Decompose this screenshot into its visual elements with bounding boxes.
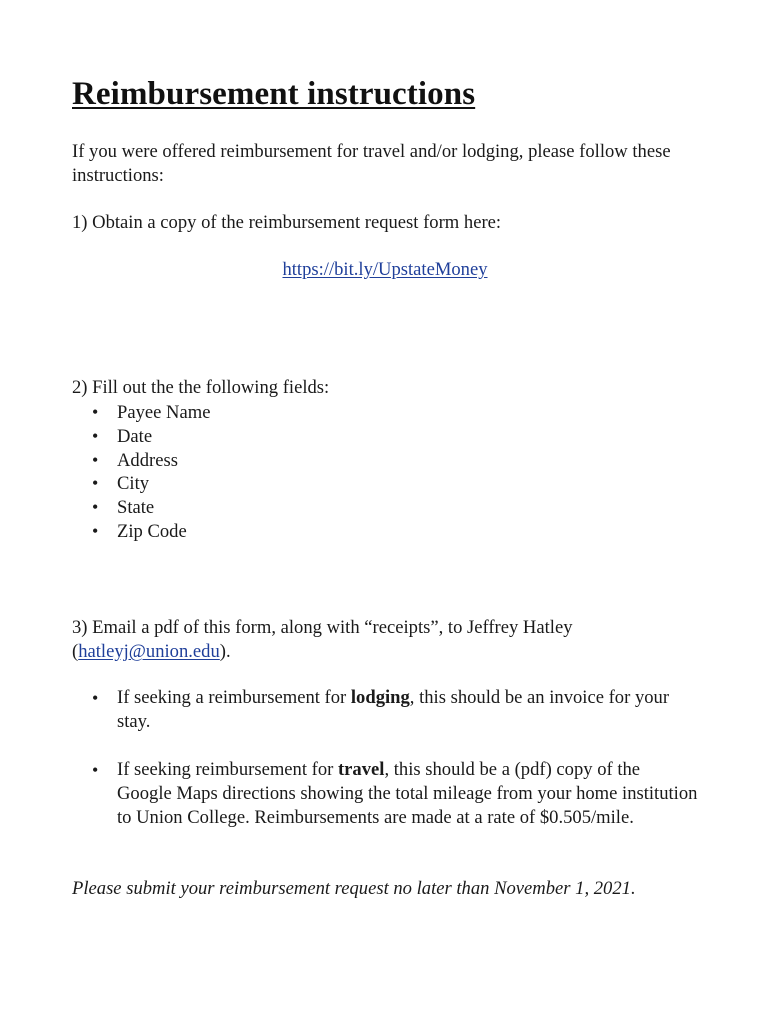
list-item <box>72 472 210 496</box>
field-name: State <box>117 497 155 519</box>
form-link-container <box>72 258 698 282</box>
list-item <box>72 686 698 734</box>
step-3-text-before: 3) Email a pdf of this form, along with “receipts”, to Jeffrey Hatley ( <box>72 617 573 662</box>
field-list <box>72 401 210 544</box>
list-item <box>72 401 210 425</box>
field-name: Date <box>117 425 153 447</box>
notes-list <box>72 686 698 854</box>
bullet-icon: • <box>92 520 99 541</box>
bullet-icon: • <box>92 425 99 446</box>
note-after: , this should be an invoice for your stay. <box>117 687 670 732</box>
list-item <box>72 496 210 520</box>
page-title: Reimbursement instructions <box>72 76 476 112</box>
bullet-icon: • <box>92 497 99 518</box>
note-emphasis: lodging <box>350 687 410 708</box>
step-2-text: 2) Fill out the the following fields: <box>72 377 330 398</box>
bullet-icon: • <box>92 473 99 494</box>
note-after: , this should be a (pdf) copy of the Google Maps directions showing the total mileage from your home institution to Union College. Reimbursements are made at a rate of $0.505/mile. <box>117 759 698 828</box>
bullet-icon: • <box>92 760 99 780</box>
field-name: Zip Code <box>117 520 187 542</box>
list-item <box>72 758 698 830</box>
note-before: If seeking a reimbursement for <box>117 687 351 708</box>
note-before: If seeking reimbursement for <box>117 759 338 780</box>
intro-paragraph: If you were offered reimbursement for travel and/or lodging, please follow these instructions: <box>72 141 671 186</box>
email-link[interactable]: hatleyj@union.edu <box>78 641 220 662</box>
bullet-icon: • <box>92 688 99 708</box>
list-item <box>72 425 210 449</box>
step-1-text: 1) Obtain a copy of the reimbursement request form here: <box>72 212 502 233</box>
list-item <box>72 449 210 473</box>
form-link[interactable]: https://bit.ly/UpstateMoney <box>282 259 488 280</box>
list-item <box>72 520 210 544</box>
field-name: Payee Name <box>117 402 211 423</box>
note-emphasis: travel <box>337 759 385 780</box>
bullet-icon: • <box>92 402 99 422</box>
field-name: Address <box>117 449 178 471</box>
step-3-text-after: ). <box>219 641 231 662</box>
bullet-icon: • <box>92 449 99 470</box>
field-name: City <box>117 473 150 495</box>
step-3-text <box>72 616 692 664</box>
deadline-note: Please submit your reimbursement request no later than November 1, 2021. <box>72 878 636 899</box>
